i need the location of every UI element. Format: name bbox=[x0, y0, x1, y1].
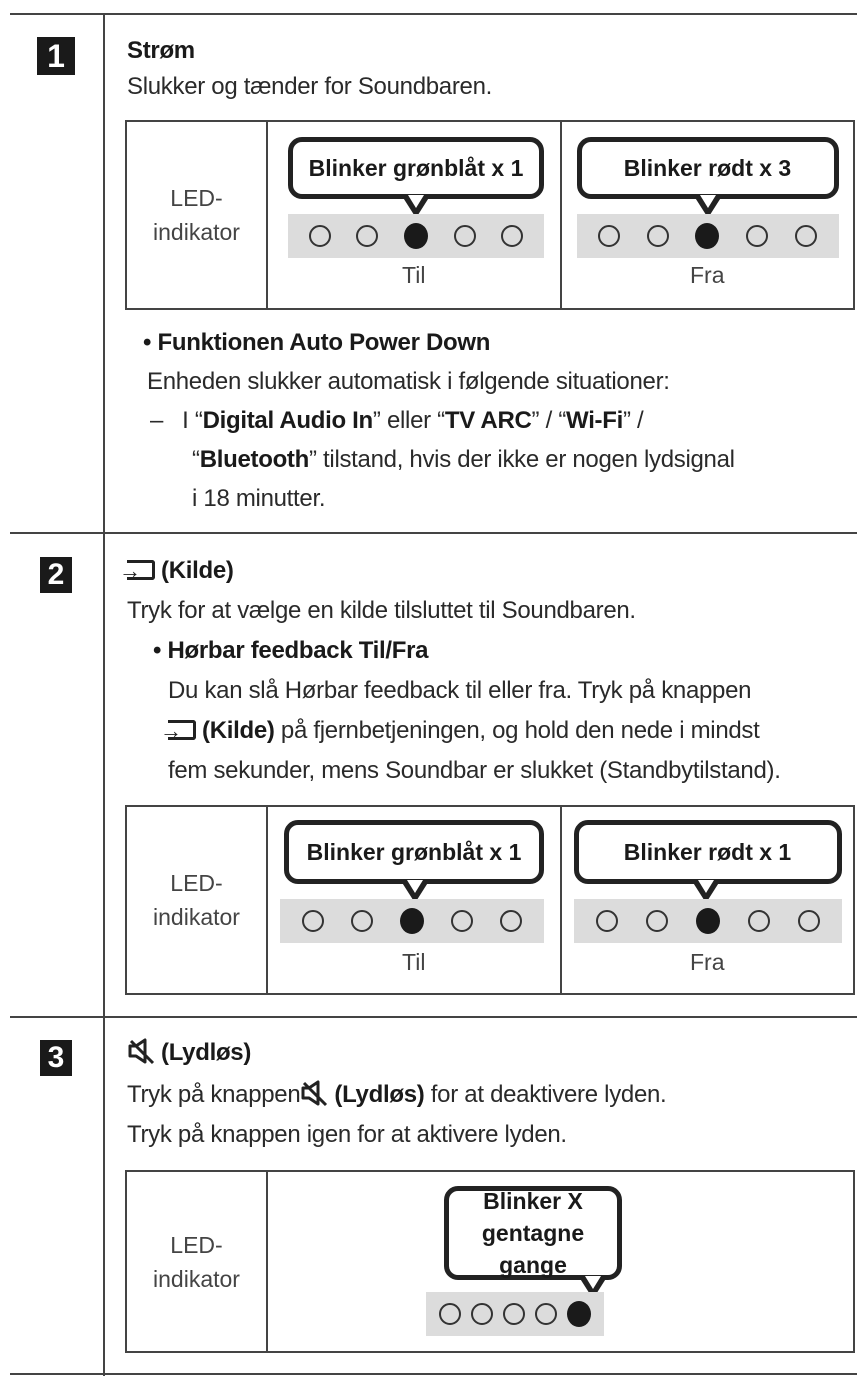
mute-icon bbox=[127, 1036, 157, 1070]
feature-text-line: →(Kilde) på fjernbetjeningen, og hold den nede i mindst bbox=[168, 714, 760, 748]
feature-condition-line: i 18 minutter. bbox=[192, 485, 326, 512]
led-state-mute bbox=[268, 1172, 853, 1351]
mute-icon bbox=[300, 1078, 330, 1112]
led-off-dot bbox=[501, 225, 523, 247]
led-off-dot bbox=[351, 910, 373, 932]
feature-heading: • Funktionen Auto Power Down bbox=[143, 329, 491, 356]
led-state-on bbox=[268, 122, 560, 308]
led-state-caption: Til bbox=[402, 262, 426, 288]
section-description: Tryk for at vælge en kilde tilsluttet til Soundbaren. bbox=[127, 597, 636, 624]
feature-condition-line: “Bluetooth” tilstand, hvis der ikke er nogen lydsignal bbox=[192, 446, 735, 473]
led-off-dot bbox=[646, 910, 668, 932]
led-strip bbox=[577, 214, 839, 258]
led-state-off bbox=[560, 807, 854, 993]
led-off-dot bbox=[746, 225, 768, 247]
top-rule bbox=[10, 13, 857, 15]
led-off-dot bbox=[451, 910, 473, 932]
section-description: Slukker og tænder for Soundbaren. bbox=[127, 73, 492, 100]
led-indicator-table bbox=[125, 805, 855, 995]
led-off-dot bbox=[439, 1303, 461, 1325]
led-off-dot bbox=[798, 910, 820, 932]
section-title: Strøm bbox=[127, 37, 195, 64]
led-off-dot bbox=[647, 225, 669, 247]
led-callout-bubble: Blinker rødt x 3 bbox=[577, 137, 839, 199]
led-off-dot bbox=[500, 910, 522, 932]
section-divider-2-3 bbox=[10, 1016, 857, 1018]
led-state-off bbox=[560, 122, 854, 308]
led-off-dot bbox=[454, 225, 476, 247]
led-state-caption: Fra bbox=[690, 949, 725, 975]
led-active-dot bbox=[695, 223, 719, 249]
source-input-icon bbox=[168, 720, 196, 740]
led-off-dot bbox=[471, 1303, 493, 1325]
led-strip bbox=[280, 899, 544, 943]
led-indicator-label: LED- indikator bbox=[127, 122, 268, 308]
led-state-on bbox=[268, 807, 560, 993]
section-number-badge: 3 bbox=[40, 1040, 72, 1076]
led-state-caption: Fra bbox=[690, 262, 725, 288]
led-indicator-table bbox=[125, 1170, 855, 1353]
feature-text-line: fem sekunder, mens Soundbar er slukket (Standbytilstand). bbox=[168, 757, 781, 784]
section-number-badge: 2 bbox=[40, 557, 72, 593]
led-state-caption: Til bbox=[402, 949, 426, 975]
led-strip bbox=[574, 899, 842, 943]
feature-text-line: Du kan slå Hørbar feedback til eller fra. Tryk på knappen bbox=[168, 677, 752, 704]
led-strip bbox=[288, 214, 544, 258]
led-indicator-label: LED- indikator bbox=[127, 1172, 268, 1351]
bottom-rule bbox=[10, 1373, 857, 1375]
led-callout-bubble: Blinker grønblåt x 1 bbox=[284, 820, 544, 884]
led-off-dot bbox=[309, 225, 331, 247]
section-text-line: Tryk på knappen (Lydløs) for at deaktivere lyden. bbox=[127, 1078, 666, 1112]
section-divider-1-2 bbox=[10, 532, 857, 534]
led-callout-bubble: Blinker grønblåt x 1 bbox=[288, 137, 544, 199]
feature-heading: • Hørbar feedback Til/Fra bbox=[153, 637, 429, 664]
led-callout-bubble: Blinker rødt x 1 bbox=[574, 820, 842, 884]
led-strip bbox=[426, 1292, 604, 1336]
led-off-dot bbox=[535, 1303, 557, 1325]
led-callout-bubble: Blinker X gentagne gange bbox=[444, 1186, 622, 1280]
led-active-dot bbox=[567, 1301, 591, 1327]
section-title: (Lydløs) bbox=[127, 1036, 251, 1070]
section-number-badge: 1 bbox=[37, 37, 75, 75]
section-text-line: Tryk på knappen igen for at aktivere lyden. bbox=[127, 1121, 567, 1148]
feature-condition-line: – I “Digital Audio In” eller “TV ARC” / “Wi-Fi” / bbox=[150, 407, 644, 434]
section-title: → (Kilde) bbox=[127, 554, 234, 588]
source-input-icon bbox=[127, 560, 155, 580]
led-off-dot bbox=[302, 910, 324, 932]
feature-intro: Enheden slukker automatisk i følgende situationer: bbox=[147, 368, 670, 395]
led-indicator-label: LED- indikator bbox=[127, 807, 268, 993]
badge-column-divider bbox=[103, 14, 105, 1376]
led-off-dot bbox=[596, 910, 618, 932]
led-off-dot bbox=[795, 225, 817, 247]
led-active-dot bbox=[696, 908, 720, 934]
led-active-dot bbox=[400, 908, 424, 934]
led-active-dot bbox=[404, 223, 428, 249]
led-indicator-table bbox=[125, 120, 855, 310]
led-off-dot bbox=[503, 1303, 525, 1325]
led-off-dot bbox=[598, 225, 620, 247]
led-off-dot bbox=[356, 225, 378, 247]
led-off-dot bbox=[748, 910, 770, 932]
